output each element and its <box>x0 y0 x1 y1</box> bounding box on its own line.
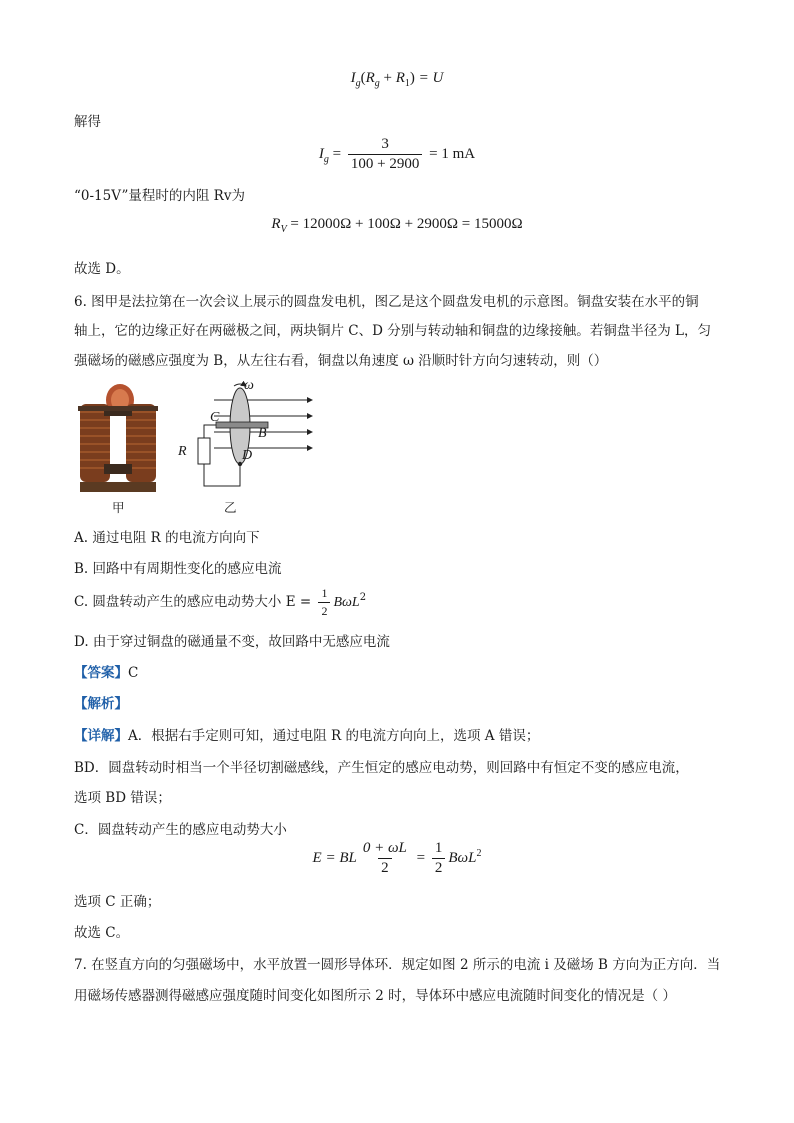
eq-fraction <box>348 136 422 173</box>
fraction-denominator: 2 <box>432 858 446 877</box>
detail-a-text: A．根据右手定则可知，通过电阻 R 的电流方向向上，选项 A 错误； <box>128 728 540 744</box>
eq-rhs: = 12000Ω + 100Ω + 2900Ω = 15000Ω <box>286 216 523 232</box>
q6-detail-bd-2: 选项 BD 错误； <box>74 790 171 806</box>
eq-subscript: 1 <box>404 78 410 89</box>
eq-symbol: I <box>350 70 356 86</box>
eq-expression: BωL <box>448 849 477 866</box>
fraction-denominator: 2 <box>318 602 330 619</box>
figure-label-right: 乙 <box>224 500 237 515</box>
q7-line-1: 7. 在竖直方向的匀强磁场中，水平放置一圆形导体环．规定如图 2 所示的电流 i 及磁场 B 方向为正方向．当 <box>74 957 721 973</box>
q6-answer <box>74 661 138 681</box>
q6-option-d: D. 由于穿过铜盘的磁通量不变，故回路中无感应电流 <box>74 634 390 650</box>
eq-operator: = <box>412 849 429 866</box>
eq-superscript: 2 <box>476 847 482 859</box>
eq-subscript: V <box>280 224 287 235</box>
diagram-label-c: C <box>210 410 220 425</box>
eq-fraction-1 <box>360 840 410 877</box>
eq-paren: ) <box>409 70 415 86</box>
fraction-denominator: 100 + 2900 <box>348 154 422 173</box>
eq-symbol: R <box>271 216 281 232</box>
q6-analysis-heading <box>74 692 128 712</box>
fraction-numerator: 1 <box>434 840 443 856</box>
q6-line-2: 轴上，它的边缘正好在两磁极之间，两块铜片 C、D 分别与转动轴和铜盘的边缘接触。若铜盘半径为 L，匀 <box>74 323 711 339</box>
diagram-label-d: D <box>242 448 253 463</box>
q6-detail-bd-1: BD．圆盘转动时相当一个半径切割磁感线，产生恒定的感应电动势，则回路中有恒定不变的感应电流， <box>74 760 689 776</box>
detail-heading: 【详解】 <box>74 728 128 744</box>
eq-subscript: g <box>323 153 329 165</box>
q6-choose-c: 故选 C。 <box>74 925 130 941</box>
option-c-fraction <box>318 586 330 619</box>
answer-value: C <box>128 665 139 681</box>
q6-figures <box>74 378 324 516</box>
fraction-denominator: 2 <box>378 858 392 877</box>
eq-fraction-2 <box>432 840 446 877</box>
q6-option-b: B. 回路中有周期性变化的感应电流 <box>74 561 282 577</box>
fraction-numerator: 0 + ωL <box>362 840 407 856</box>
eq-lhs: E = BL <box>312 849 357 866</box>
diagram-label-r: R <box>178 444 187 459</box>
q7-line-2: 用磁场传感器测得磁感应强度随时间变化如图所示 2 时，导体环中感应电流随时间变化的情况是（ ） <box>74 988 676 1004</box>
q6-detail-a <box>74 724 539 744</box>
text-choose-d: 故选 D。 <box>74 261 130 277</box>
fraction-numerator: 1 <box>321 586 328 600</box>
eq-symbol: R <box>365 70 375 86</box>
eq-operator: = <box>328 145 345 162</box>
q6-option-a: A. 通过电阻 R 的电流方向向下 <box>74 530 260 546</box>
eq-symbol: R <box>395 70 405 86</box>
eq-operator: + <box>379 70 396 86</box>
diagram-label-omega: ω <box>244 378 254 393</box>
answer-heading: 【答案】 <box>74 665 128 681</box>
option-c-superscript: 2 <box>359 592 367 603</box>
eq-subscript: g <box>374 78 380 89</box>
equation-rv <box>0 216 794 235</box>
analysis-heading: 【解析】 <box>74 696 128 712</box>
q6-line-3: 强磁场的磁感应强度为 B，从左往右看，铜盘以角速度 ω 沿顺时针方向匀速转动，则（） <box>74 353 608 369</box>
q6-detail-c: C．圆盘转动产生的感应电动势大小 <box>74 822 287 838</box>
text-range-resistance: “0-15V”量程时的内阻 Rv为 <box>74 188 245 204</box>
eq-rhs: = 1 mA <box>425 145 476 162</box>
disc-generator-diagram <box>174 380 324 498</box>
eq-rhs: = U <box>414 70 444 86</box>
equation-emf <box>0 840 794 877</box>
q6-detail-c-correct: 选项 C 正确； <box>74 894 161 910</box>
eq-paren: ( <box>360 70 366 86</box>
equation-ig-value <box>0 136 794 173</box>
q6-line-1: 6. 图甲是法拉第在一次会议上展示的圆盘发电机，图乙是这个圆盘发电机的示意图。铜盘安装在水平的铜 <box>74 294 699 310</box>
q6-option-c <box>74 586 366 619</box>
figure-label-left: 甲 <box>112 500 125 515</box>
option-c-expression: BωL <box>333 595 360 610</box>
disc-generator-photo <box>74 378 162 496</box>
eq-subscript: g <box>355 78 361 89</box>
diagram-label-b: B <box>258 426 267 441</box>
text-jiede: 解得 <box>74 114 101 130</box>
eq-symbol: I <box>318 145 324 162</box>
equation-ig-rg-r1 <box>0 70 794 89</box>
fraction-numerator: 3 <box>381 136 389 152</box>
option-c-text: C. 圆盘转动产生的感应电动势大小 E = <box>74 594 316 610</box>
